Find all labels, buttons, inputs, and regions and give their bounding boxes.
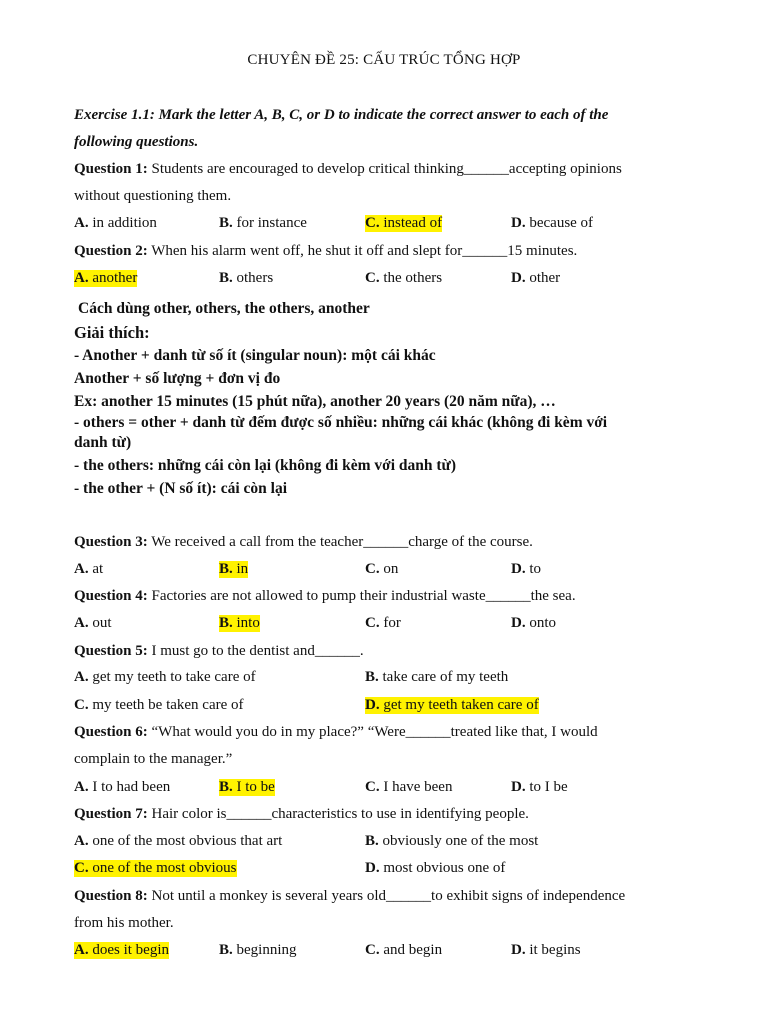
question-4-option-b[interactable]: B. into (219, 615, 260, 631)
explanation-line-3: Ex: another 15 minutes (15 phút nữa), another 20 years (20 năm nữa), … (74, 393, 556, 410)
explanation-line-2: Another + số lượng + đơn vị đo (74, 370, 281, 387)
question-6-option-c[interactable]: C. I have been (365, 779, 453, 795)
question-1-option-b[interactable]: B. for instance (219, 215, 307, 231)
question-6-option-b[interactable]: B. I to be (219, 779, 275, 795)
question-3-option-d[interactable]: D. to (511, 561, 542, 577)
question-1-option-c[interactable]: C. instead of (365, 215, 443, 231)
question-5-option-a[interactable]: A. get my teeth to take care of (74, 669, 256, 685)
exercise-instruction-line1: Exercise 1.1: Mark the letter A, B, C, or D to indicate the correct answer to each of the (74, 107, 609, 123)
question-5-option-d[interactable]: D. get my teeth taken care of (365, 697, 539, 713)
question-8-option-b[interactable]: B. beginning (219, 942, 297, 958)
question-4-stem: Question 4: Factories are not allowed to pump their industrial waste______the sea. (74, 588, 576, 604)
question-6-stem: Question 6: “What would you do in my place?” “Were______treated like that, I would (74, 724, 598, 740)
question-2-option-d[interactable]: D. other (511, 270, 561, 286)
explanation-label: Giải thích: (74, 323, 150, 342)
question-5-option-c[interactable]: C. my teeth be taken care of (74, 697, 244, 713)
question-5-stem: Question 5: I must go to the dentist and______. (74, 643, 364, 659)
question-7-option-a[interactable]: A. one of the most obvious that art (74, 833, 283, 849)
question-3-option-c[interactable]: C. on (365, 561, 399, 577)
question-7-option-d[interactable]: D. most obvious one of (365, 860, 506, 876)
explanation-line-7: - the other + (N số ít): cái còn lại (74, 480, 288, 497)
question-2-option-c[interactable]: C. the others (365, 270, 443, 286)
exercise-label: Exercise 1.1 (74, 107, 150, 123)
question-6-option-a[interactable]: A. I to had been (74, 779, 171, 795)
question-5-option-b[interactable]: B. take care of my teeth (365, 669, 509, 685)
question-1-stem-line2: without questioning them. (74, 188, 232, 204)
question-2-option-a[interactable]: A. another (74, 270, 138, 286)
question-3-option-b[interactable]: B. in (219, 561, 249, 577)
exercise-instruction-line2: following questions. (74, 134, 199, 150)
question-6-option-d[interactable]: D. to I be (511, 779, 568, 795)
question-7-option-c[interactable]: C. one of the most obvious (74, 860, 237, 876)
question-3-option-a[interactable]: A. at (74, 561, 104, 577)
question-1-stem: Question 1: Students are encouraged to develop critical thinking______accepting opinions (74, 161, 622, 177)
question-8-option-c[interactable]: C. and begin (365, 942, 443, 958)
explanation-line-1: - Another + danh từ số ít (singular noun): một cái khác (74, 347, 436, 364)
question-2-option-b[interactable]: B. others (219, 270, 274, 286)
question-7-option-b[interactable]: B. obviously one of the most (365, 833, 539, 849)
question-1-option-d[interactable]: D. because of (511, 215, 594, 231)
explanation-line-6: - the others: những cái còn lại (không đi kèm với danh từ) (74, 457, 457, 474)
question-7-stem: Question 7: Hair color is______characteristics to use in identifying people. (74, 806, 529, 822)
question-2-stem: Question 2: When his alarm went off, he shut it off and slept for______15 minutes. (74, 243, 578, 259)
question-4-option-c[interactable]: C. for (365, 615, 401, 631)
question-4-option-a[interactable]: A. out (74, 615, 112, 631)
explanation-line-5: danh từ) (74, 434, 132, 451)
question-8-option-d[interactable]: D. it begins (511, 942, 581, 958)
page-title: CHUYÊN ĐỀ 25: CẤU TRÚC TỔNG HỢP (247, 52, 521, 68)
question-8-option-a[interactable]: A. does it begin (74, 942, 169, 958)
question-8-stem: Question 8: Not until a monkey is several years old______to exhibit signs of independence (74, 888, 626, 904)
question-6-stem-line2: complain to the manager.” (74, 751, 233, 767)
explanation-line-4: - others = other + danh từ đếm được số nhiều: những cái khác (không đi kèm với (74, 414, 608, 431)
question-8-stem-line2: from his mother. (74, 915, 174, 931)
question-4-option-d[interactable]: D. onto (511, 615, 557, 631)
question-3-stem: Question 3: We received a call from the teacher______charge of the course. (74, 534, 533, 550)
question-1-option-a[interactable]: A. in addition (74, 215, 157, 231)
explanation-heading: Cách dùng other, others, the others, another (78, 300, 370, 317)
